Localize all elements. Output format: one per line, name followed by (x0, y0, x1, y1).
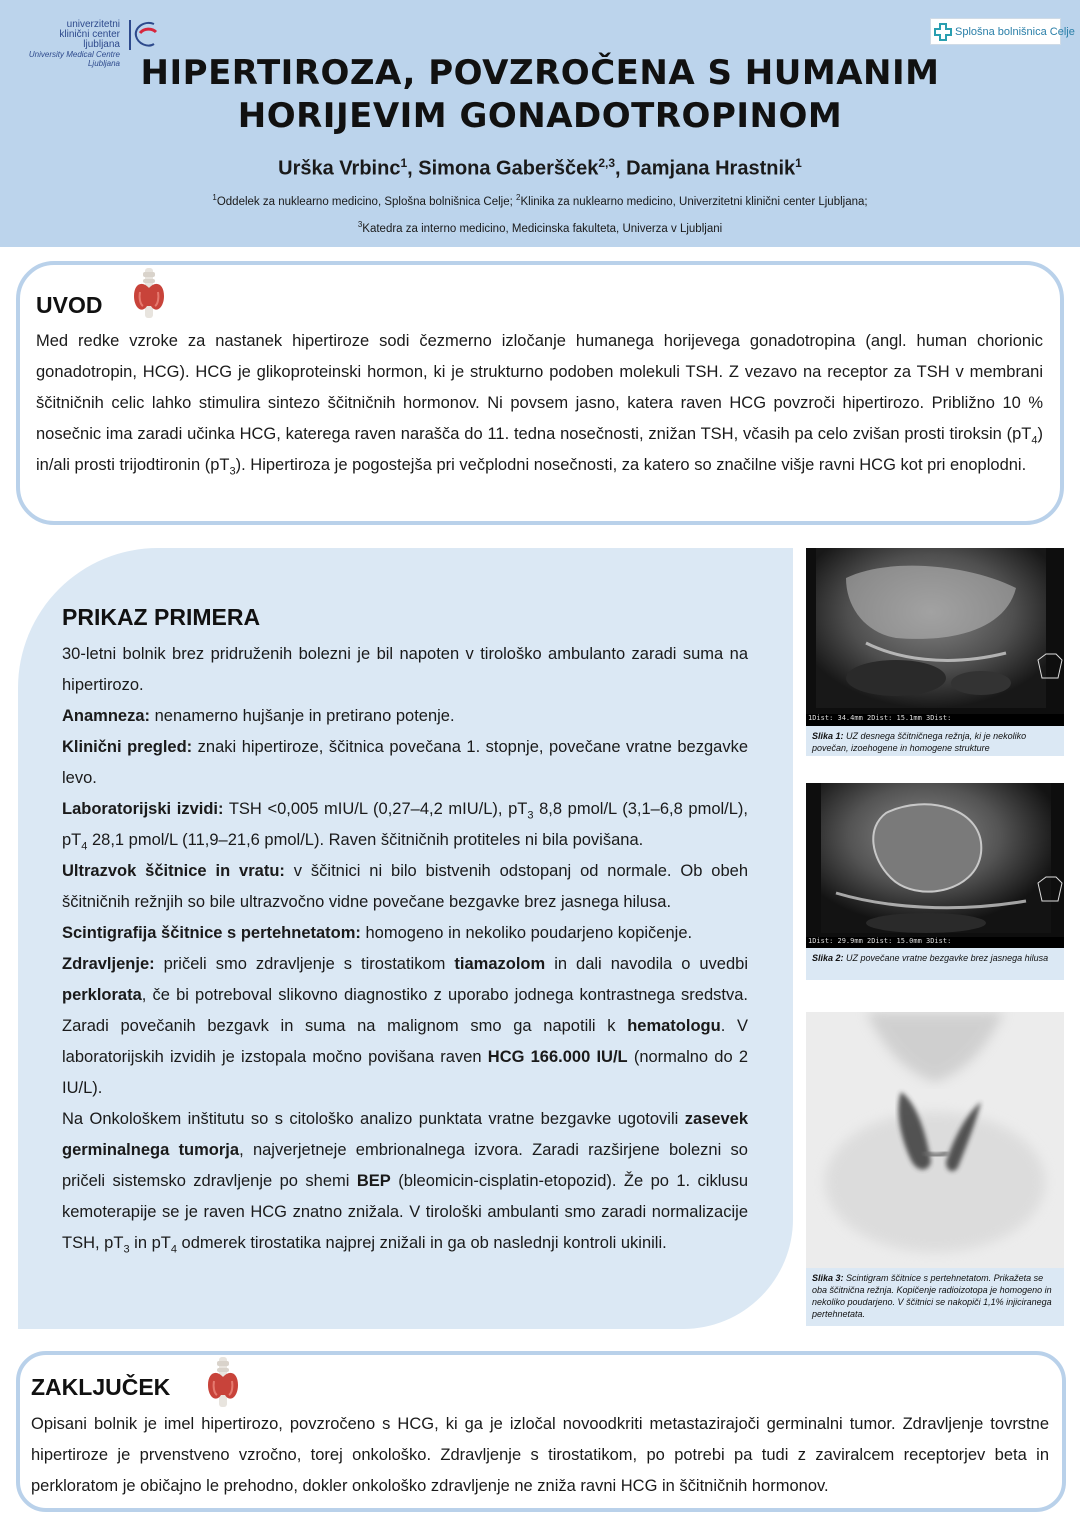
affil-sup: 3 (357, 220, 363, 229)
ukc-ljubljana-logo (24, 18, 164, 68)
ukc-logo-icon (124, 18, 160, 52)
splosna-bolnisnica-celje-logo (930, 18, 1075, 45)
zakljucek-heading: ZAKLJUČEK (31, 1374, 171, 1400)
text: 28,1 pmol/L (11,9–21,6 pmol/L). Raven ščitničnih protiteles ni bila povišana. (87, 831, 644, 849)
case-ultrazvok (62, 856, 748, 918)
affiliation-line1 (40, 191, 1040, 209)
case-intro: 30-letni bolnik brez pridruženih bolezni je bil napoten v tirološko ambulanto zaradi suma na hipertirozo. (62, 645, 748, 694)
affiliation-text: Katedra za interno medicino, Medicinska fakulteta, Univerza v Ljubljani (362, 222, 723, 235)
text: . V laboratorijskih izvidih je izstopala močno povišana raven (62, 1017, 748, 1066)
uvod-text (36, 326, 1043, 481)
figure-3-caption (806, 1268, 1064, 1326)
author-name: Simona Gaberšček (418, 157, 599, 180)
text: 8,8 pmol/L (3,1–6,8 pmol/L), pT (62, 800, 748, 849)
uvod-text-part: ) in/ali prosti trijodtironin (pT (36, 425, 1043, 474)
zakljucek-text: Opisani bolnik je imel hipertirozo, povzročeno s HCG, ki ga je izločal novoodkriti metastazirajoči germinalni tumor. Zdravljenje tovrstne hipertiroze je prvenstveno vzročno, torej onkološko. Zdravljenje s tirostatikom, po potrebi pa tudi z zaviralcem receptorjev beta in perkloratom je običajno le prehodno, dokler onkološko zdravljenje ne zniža ravni HCG in ščitničnih hormonov. (31, 1415, 1049, 1495)
ultrasound-image-2 (806, 783, 1064, 948)
text: in dali navodila o uvedbi (545, 955, 749, 973)
bold-term: hematologu (627, 1017, 721, 1035)
text: homogeno in nekoliko poudarjeno kopičenje. (360, 924, 693, 942)
label: Scintigrafija ščitnice s pertehnetatom: (62, 924, 361, 942)
thyroid-icon (130, 268, 168, 318)
ultrasound-2-graphic (806, 783, 1064, 948)
label: Ultrazvok ščitnice in vratu: (62, 862, 285, 880)
authors: Urška Vrbinc$^1$, Simona Gaberšček$^{2,3}$, Damjana Hrastnik$^1$ (278, 156, 802, 180)
case-anamneza (62, 701, 748, 732)
text: nenamerno hujšanje in pretirano potenje. (150, 707, 455, 725)
affiliation-line2 (40, 218, 1040, 236)
scintigram-image (806, 1012, 1064, 1268)
affil-sup: 1 (212, 193, 217, 202)
header (0, 0, 1080, 247)
text: TSH <0,005 mIU/L (0,27–4,2 mIU/L), pT (223, 800, 528, 818)
case-laboratorij (62, 794, 748, 856)
label: Anamneza: (62, 707, 151, 725)
title-line1: HIPERTIROZA, POVZROČENA S HUMANIM (140, 53, 940, 93)
author-affil-sup: 1 (400, 156, 408, 170)
bold-term: HCG 166.000 IU/L (487, 1048, 628, 1066)
figure-2-caption (806, 948, 1064, 980)
text: (normalno do 2 IU/L). (62, 1048, 749, 1097)
text: znaki hipertiroze, ščitnica povečana 1. stopnje, povečane vratne bezgavke levo. (62, 738, 749, 787)
celje-cross-icon (934, 23, 952, 41)
case-zdravljenje (62, 949, 748, 1104)
label: Zdravljenje: (62, 955, 155, 973)
ultrasound-1-measurement: 1Dist: 34.4mm 2Dist: 15.1mm 3Dist: (808, 714, 952, 722)
text: v ščitnici ni bilo bistvenih odstopanj od normale. Ob obeh ščitničnih režnjih so bile ultrazvočno vidne povečane bezgavke brez jasnega hilusa. (62, 862, 748, 911)
text: odmerek tirostatika najprej znižali in ga ob naslednji kontroli ukinili. (176, 1234, 667, 1252)
title-line2: HORIJEVIM GONADOTROPINOM (237, 96, 843, 136)
subscript: 4 (1031, 434, 1038, 447)
uvod-text-part: Med redke vzroke za nastanek hipertiroze sodi čezmerno izločanje humanega horijevega gonadotropina (angl. human chorionic gonadotropin, HCG). HCG je glikoproteinski hormon, ki je strukturno podoben molekuli TSH. Z vezavo na receptor za TSH v membrani ščitničnih celic lahko stimulira sintezo ščitničnih hormonov. Ni povsem jasno, katera raven HCG povzroči hipertirozo. Približno 10 % nosečnic ima zaradi učinka HCG, katerega raven narašča do 11. tedna nosečnosti, znižan TSH, včasih pa celo zvišan prosti tiroksin (pT (36, 332, 1043, 443)
figure-1-caption (806, 726, 1064, 756)
case-heading: PRIKAZ PRIMERA (62, 604, 261, 630)
ultrasound-1-graphic (806, 548, 1064, 726)
author-affil-sup: 1 (795, 156, 802, 170)
case-scintigrafija (62, 918, 748, 949)
scintigram-graphic (806, 1012, 1064, 1268)
affiliation-text: Klinika za nuklearno medicino, Univerzitetni klinični center Ljubljana; (520, 195, 868, 208)
page-title (60, 52, 1020, 138)
celje-logo-text: Splošna bolnišnica Celje (955, 26, 1075, 38)
logo-text-line1: univerzitetni (66, 19, 120, 30)
text: (bleomicin-cisplatin-etopozid). Že po 1. ciklusu kemoterapije se je raven HCG znatno znižala. V tirološki ambulanti smo zaradi normalizacije TSH, pT (62, 1172, 748, 1252)
case-onkoloski (62, 1104, 748, 1259)
caption-text: UZ povečane vratne bezgavke brez jasnega hilusa (843, 953, 1049, 963)
caption-label: Slika 2: (812, 953, 844, 963)
ultrasound-image-1 (806, 548, 1064, 726)
caption-label: Slika 3: (812, 1273, 844, 1283)
case-klinicni-pregled (62, 732, 748, 794)
author-name: Damjana Hrastnik (626, 157, 796, 180)
ultrasound-2-measurement: 1Dist: 29.9mm 2Dist: 15.0mm 3Dist: (808, 937, 952, 945)
caption-text: Scintigram ščitnice s pertehnetatom. Prikažeta se oba ščitnična režnja. Kopičenje radioizotopa je homogeno in nekoliko poudarjeno. V ščitnici se nakopiči 1,1% injiciranega pertehnetata. (812, 1273, 1052, 1319)
bold-term: perklorata (62, 986, 142, 1004)
logo-text-line3: University Medical Centre Ljubljana (28, 50, 120, 68)
subscript: 3 (527, 809, 534, 822)
bold-term: tiamazolom (454, 955, 546, 973)
author-affil-sup: 2,3 (598, 156, 616, 170)
text: , najverjetneje embrionalnega izvora. Zaradi razširjene bolezni so pričeli sistemsko zdravljenje po shemi (62, 1141, 748, 1190)
caption-label: Slika 1: (812, 731, 844, 741)
subscript: 4 (81, 840, 88, 853)
subscript: 3 (229, 465, 236, 478)
uvod-heading: UVOD (36, 292, 103, 318)
affil-sup: 2 (516, 193, 521, 202)
text: in pT (129, 1234, 171, 1252)
case-text (62, 639, 748, 1259)
subscript: 3 (123, 1243, 130, 1256)
subscript: 4 (170, 1243, 177, 1256)
caption-text: UZ desnega ščitničnega režnja, ki je nekoliko povečan, izoehogene in homogene strukture (812, 731, 1027, 753)
author-name: Urška Vrbinc (278, 157, 401, 180)
label: Laboratorijski izvidi: (62, 800, 224, 818)
text: , če bi potreboval slikovno diagnostiko z uporabo jodnega kontrastnega sredstva. Zaradi povečanih bezgavk in suma na malignom smo ga napotili k (62, 986, 748, 1035)
text: pričeli smo zdravljenje s tirostatikom (154, 955, 455, 973)
bold-term: zasevek germinalnega tumorja (62, 1110, 748, 1159)
text: Na Onkološkem inštitutu so s citološko analizo punktata vratne bezgavke ugotovili (62, 1110, 685, 1128)
thyroid-icon (204, 1357, 242, 1407)
label: Klinični pregled: (62, 738, 193, 756)
uvod-text-part: ). Hipertiroza je pogostejša pri večplodni nosečnosti, za katero so značilne višje ravni HCG kot pri enoplodni. (235, 456, 1027, 474)
bold-term: BEP (356, 1172, 391, 1190)
affiliation-text: Oddelek za nuklearno medicino, Splošna bolnišnica Celje; (216, 195, 517, 208)
logo-text-line2: klinični center ljubljana (59, 29, 120, 50)
